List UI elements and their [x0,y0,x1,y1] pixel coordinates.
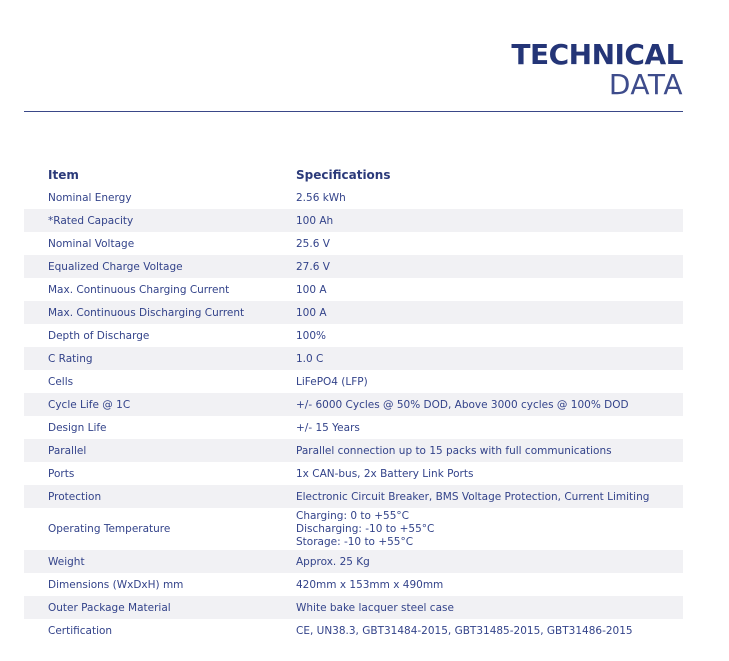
table-row [24,278,683,301]
table-row [24,347,683,370]
table-row [24,393,683,416]
spec-cell: CE, UN38.3, GBT31484-2015, GBT31485-2015, GBT31486-2015 [296,624,633,637]
spec-cell: Electronic Circuit Breaker, BMS Voltage Protection, Current Limiting [272,485,683,508]
table-row [24,324,683,347]
item-cell: Depth of Discharge [48,329,150,342]
spec-cell: 100 A [296,283,327,296]
spec-cell: LiFePO4 (LFP) [296,375,368,388]
table-row [24,186,683,209]
item-cell: C Rating [24,347,272,370]
table-row [24,439,683,462]
spec-cell: 25.6 V [296,237,330,250]
spec-cell: White bake lacquer steel case [272,596,683,619]
spec-cell: +/- 6000 Cycles @ 50% DOD, Above 3000 cycles @ 100% DOD [272,393,683,416]
spec-cell: 1x CAN-bus, 2x Battery Link Ports [296,467,474,480]
table-row [24,370,683,393]
spec-line-discharging: Discharging: -10 to +55°C [296,522,435,535]
title-technical: TECHNICAL [511,38,683,71]
spec-cell: +/- 15 Years [296,421,360,434]
item-cell: Max. Continuous Discharging Current [24,301,272,324]
spec-line-storage: Storage: -10 to +55°C [296,535,414,548]
table-row [24,232,683,255]
table-row [24,508,683,550]
spec-cell: 100 A [272,301,683,324]
table-row [24,416,683,439]
spec-cell: 420mm x 153mm x 490mm [296,578,444,591]
item-cell: Weight [24,550,272,573]
item-cell: Certification [48,624,113,637]
table-row [24,550,683,573]
table-header-row [24,163,683,186]
item-cell: Nominal Energy [48,191,132,204]
item-cell: *Rated Capacity [24,209,272,232]
item-cell: Max. Continuous Charging Current [48,283,230,296]
column-header-item: Item [48,167,79,182]
title-data: DATA [608,68,683,101]
table-row [24,301,683,324]
column-header-specifications: Specifications [296,167,391,182]
table-row [24,462,683,485]
spec-cell: 27.6 V [272,255,683,278]
table-row [24,255,683,278]
spec-cell: 2.56 kWh [296,191,346,204]
item-cell: Protection [24,485,272,508]
table-row [24,596,683,619]
spec-cell: Parallel connection up to 15 packs with full communications [272,439,683,462]
table-row [24,573,683,596]
header-divider [24,111,683,112]
item-cell: Operating Temperature [48,523,171,535]
spec-cell: 1.0 C [272,347,683,370]
item-cell: Cells [48,375,74,388]
item-cell: Dimensions (WxDxH) mm [48,578,184,591]
item-cell: Parallel [24,439,272,462]
spec-cell: Approx. 25 Kg [272,550,683,573]
table-row [24,485,683,508]
table-row [24,209,683,232]
item-cell: Nominal Voltage [48,237,135,250]
item-cell: Ports [48,467,75,480]
item-cell: Equalized Charge Voltage [24,255,272,278]
page-header [511,40,683,100]
spec-cell: 100% [296,329,327,342]
item-cell: Design Life [48,421,107,434]
spec-cell: 100 Ah [272,209,683,232]
spec-cell-multiline [272,508,683,550]
technical-data-table [24,163,683,642]
item-cell: Cycle Life @ 1C [24,393,272,416]
table-row [24,619,683,642]
spec-line-charging: Charging: 0 to +55°C [296,509,409,522]
item-cell: Outer Package Material [24,596,272,619]
